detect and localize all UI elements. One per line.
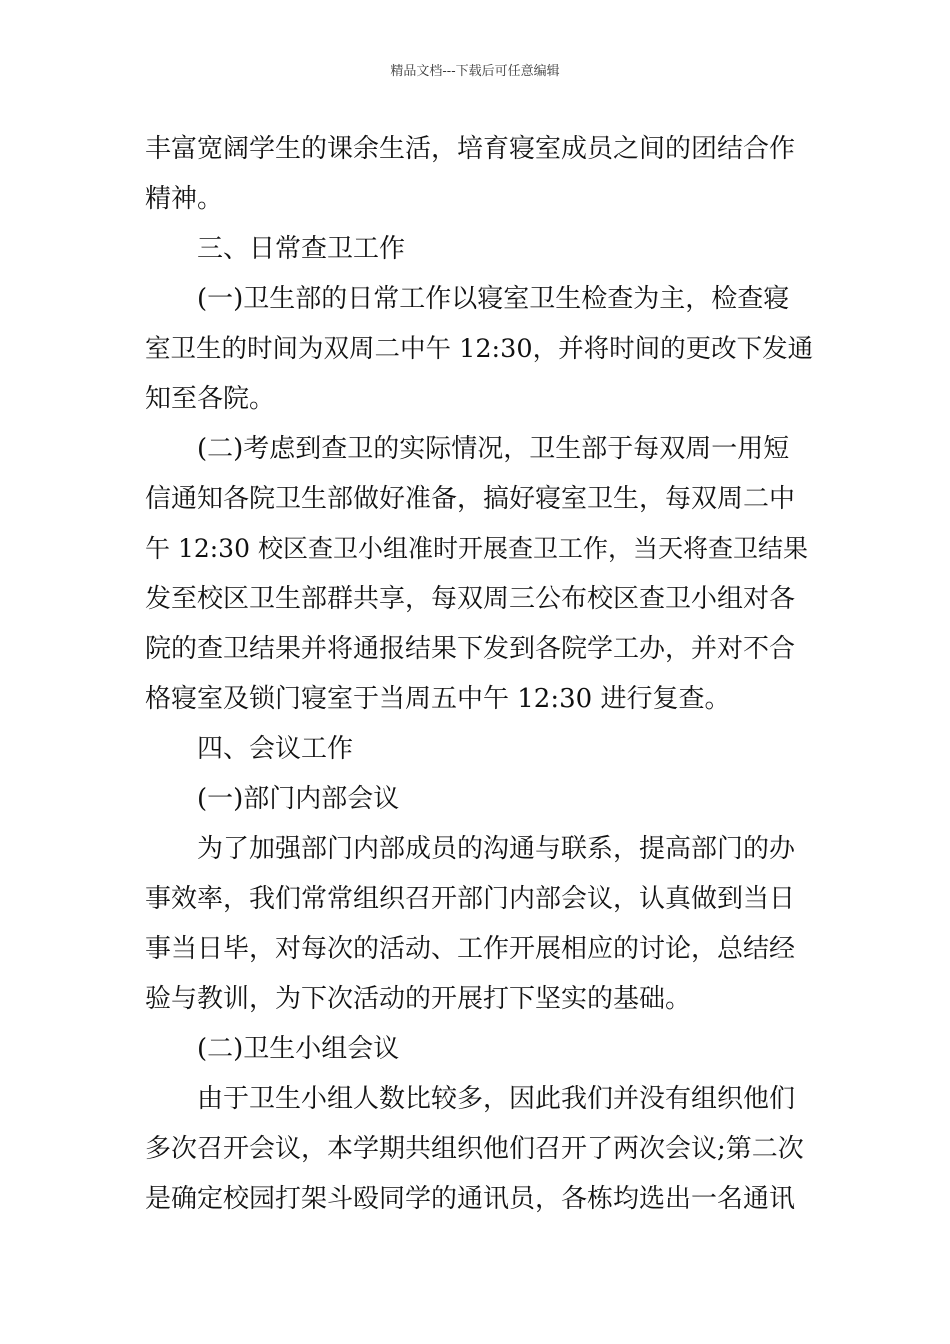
text-line: 知至各院。 — [145, 384, 276, 414]
text-line: (二)考虑到查卫的实际情况，卫生部于每双周一用短 — [197, 434, 790, 464]
text-line: 信通知各院卫生部做好准备，搞好寝室卫生，每双周二中 — [145, 484, 796, 514]
document-body — [145, 124, 813, 1224]
text-line: 多次召开会议，本学期共组织他们召开了两次会议;第二次 — [145, 1134, 804, 1164]
text-line: (一)卫生部的日常工作以寝室卫生检查为主，检查寝 — [197, 284, 790, 314]
text-line: 室卫生的时间为双周二中午 12:30，并将时间的更改下发通 — [145, 334, 814, 364]
text-line: 事当日毕，对每次的活动、工作开展相应的讨论，总结经 — [145, 934, 796, 964]
section-heading: 三、日常查卫工作 — [197, 234, 406, 264]
text-line: 是确定校园打架斗殴同学的通讯员，各栋均选出一名通讯 — [145, 1184, 796, 1214]
subsection-heading: (一)部门内部会议 — [197, 784, 400, 814]
text-line: 为了加强部门内部成员的沟通与联系，提高部门的办 — [197, 834, 796, 864]
subsection-heading: (二)卫生小组会议 — [197, 1034, 400, 1064]
text-line: 验与教训，为下次活动的开展打下坚实的基础。 — [145, 984, 692, 1014]
text-line: 精神。 — [145, 184, 224, 214]
text-line: 午 12:30 校区查卫小组准时开展查卫工作，当天将查卫结果 — [145, 534, 808, 563]
text-line: 发至校区卫生部群共享，每双周三公布校区查卫小组对各 — [145, 584, 796, 614]
text-line: 院的查卫结果并将通报结果下发到各院学工办，并对不合 — [145, 634, 796, 664]
text-line: 丰富宽阔学生的课余生活，培育寝室成员之间的团结合作 — [145, 134, 796, 164]
section-heading: 四、会议工作 — [197, 734, 354, 764]
page-header: 精品文档---下载后可任意编辑 — [390, 64, 560, 79]
text-line: 由于卫生小组人数比较多，因此我们并没有组织他们 — [197, 1084, 796, 1114]
text-line: 格寝室及锁门寝室于当周五中午 12:30 进行复查。 — [145, 684, 731, 714]
text-line: 事效率，我们常常组织召开部门内部会议，认真做到当日 — [145, 884, 796, 914]
